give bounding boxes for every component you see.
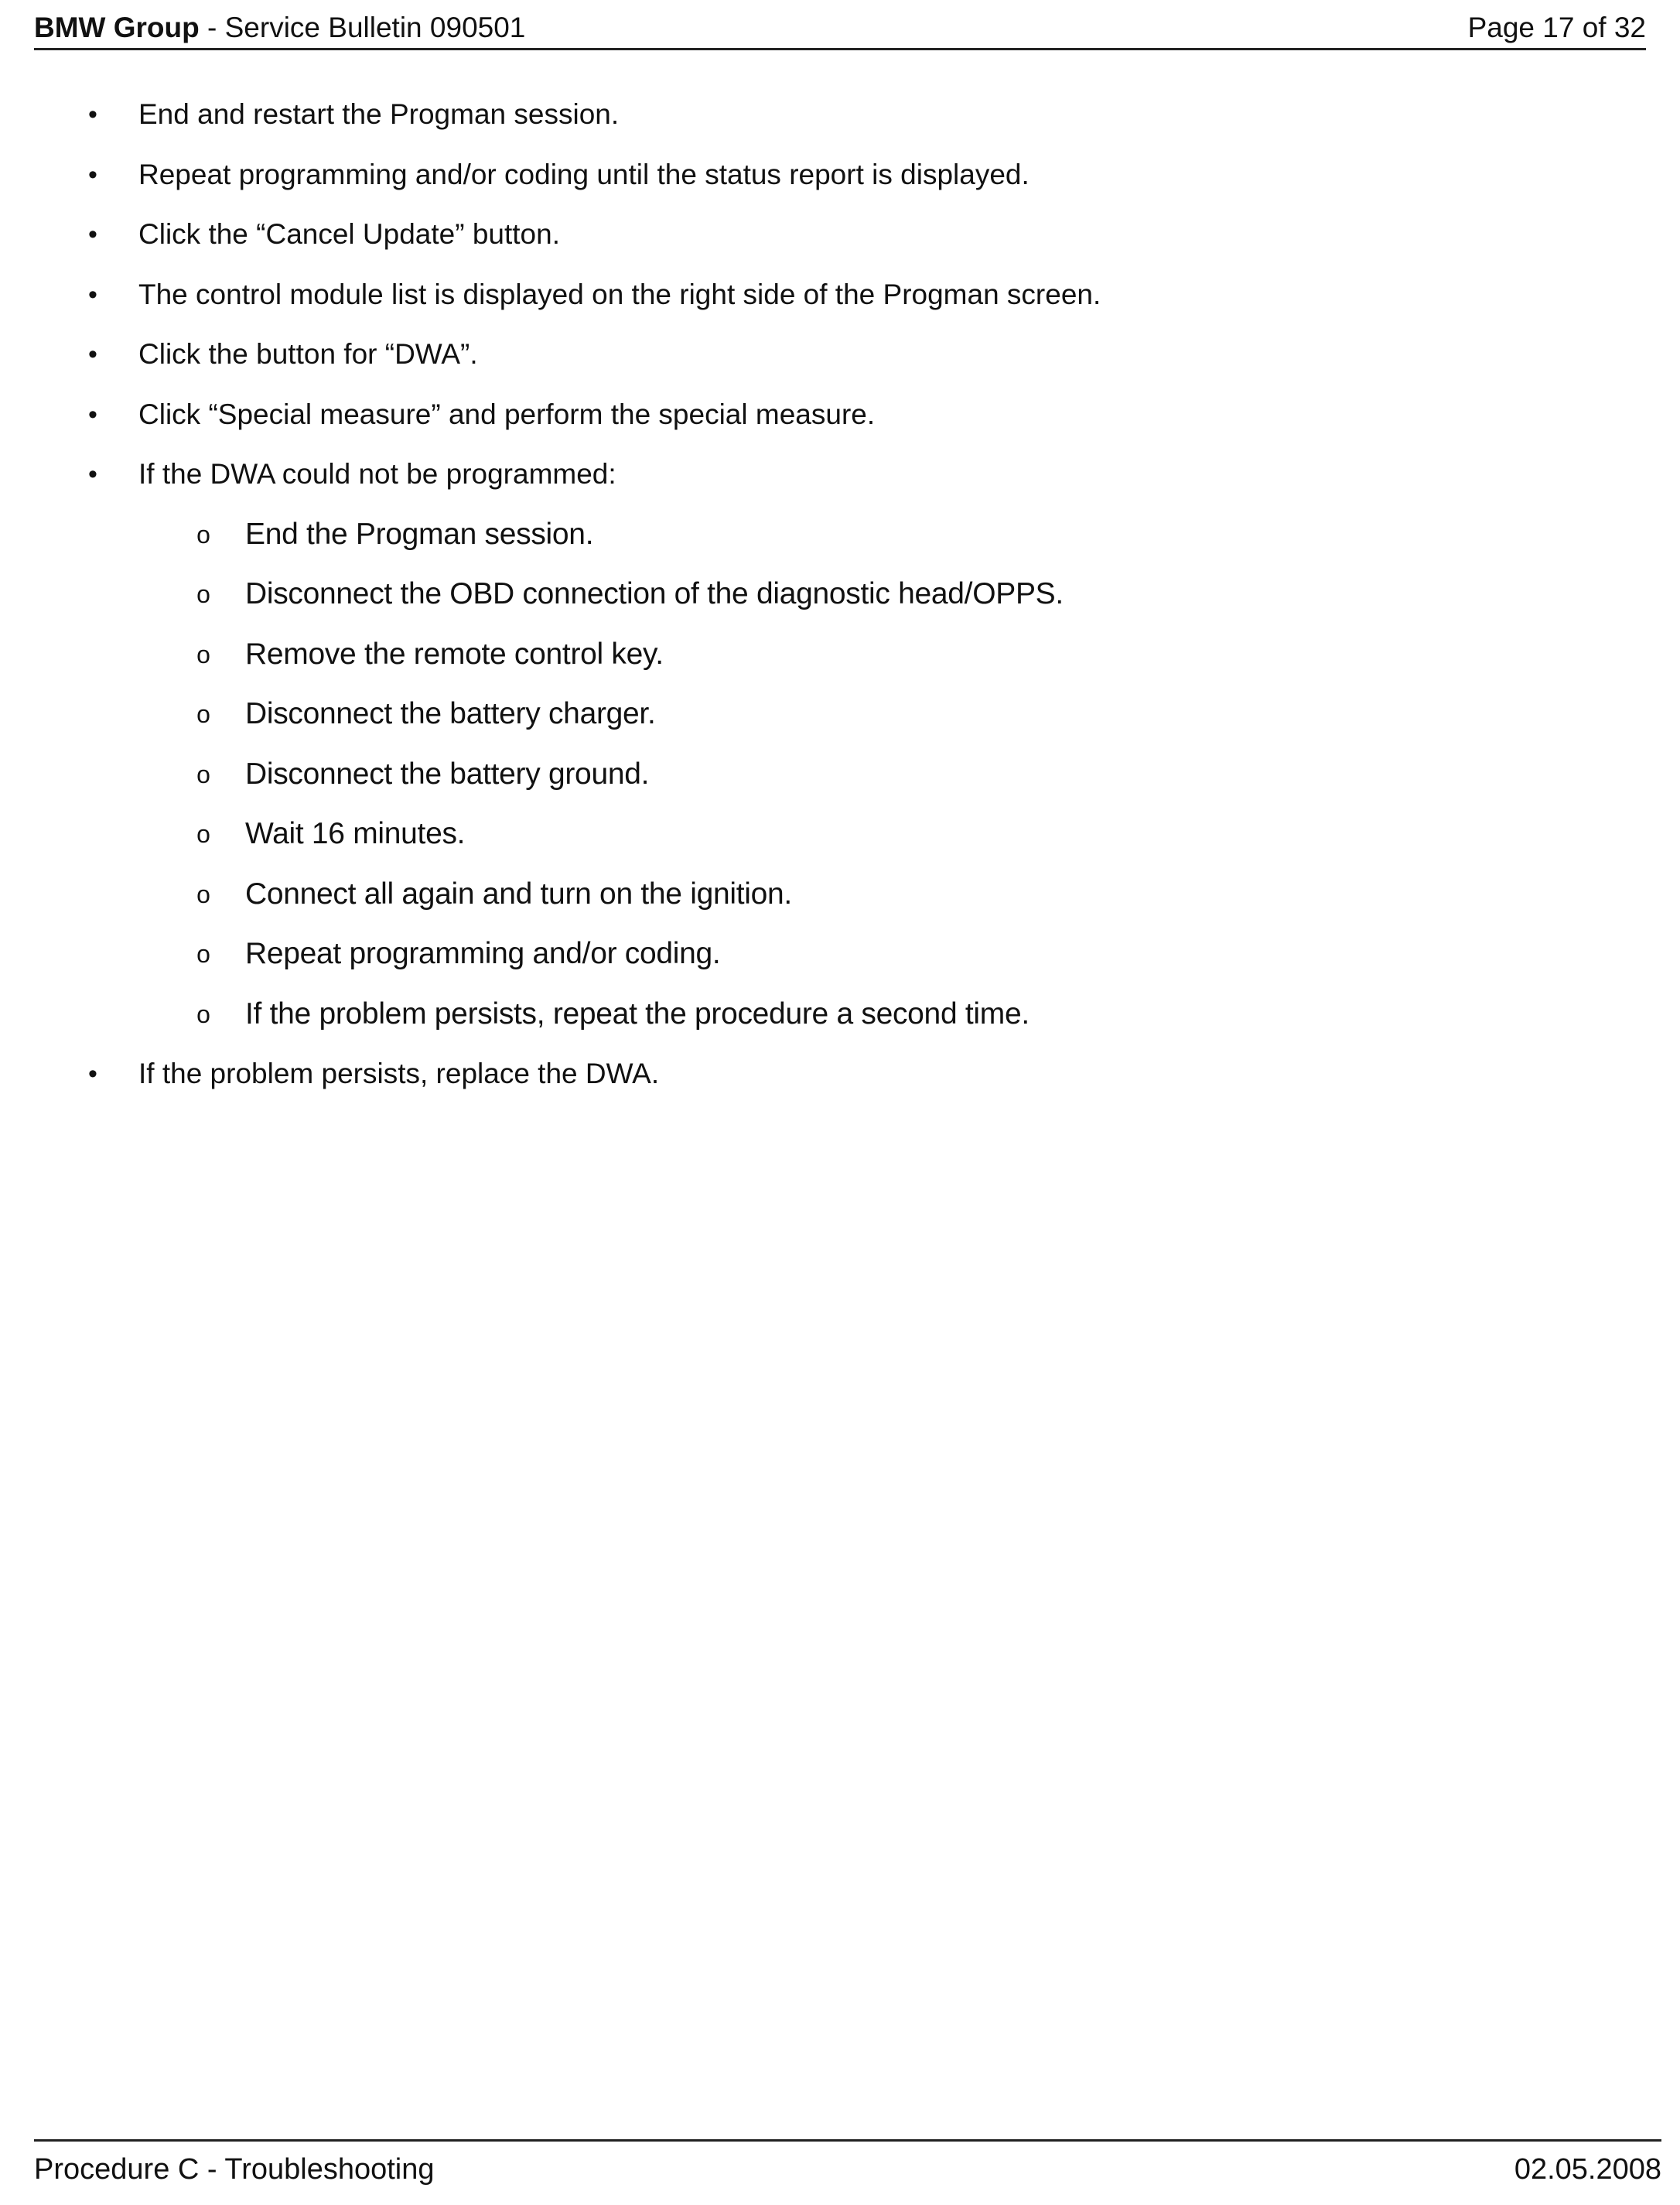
sub-list-item-text: Remove the remote control key. [245, 637, 664, 671]
list-item [0, 391, 1680, 452]
bullet-icon: • [88, 100, 97, 129]
list-item-text: End and restart the Progman session. [138, 98, 620, 130]
sub-list-item-text: Disconnect the battery ground. [245, 757, 650, 791]
circle-bullet-icon: o [196, 700, 210, 728]
instruction-list [0, 91, 1680, 1111]
bullet-icon: • [88, 1059, 97, 1089]
list-item-text: If the DWA could not be programmed: [138, 458, 616, 490]
header-brand: BMW Group [34, 12, 200, 43]
sub-list-item [0, 511, 1680, 572]
footer-section: Procedure C - Troubleshooting [34, 2153, 435, 2186]
header-separator: - [199, 12, 225, 43]
list-item [0, 1051, 1680, 1111]
sub-list-item-text: Disconnect the OBD connection of the diagnostic head/OPPS. [245, 577, 1064, 610]
list-item [0, 211, 1680, 272]
list-item-text: Click the “Cancel Update” button. [138, 218, 560, 250]
list-item-text: The control module list is displayed on the right side of the Progman screen. [138, 278, 1101, 310]
sub-list-item [0, 931, 1680, 991]
sub-list-item-text: End the Progman session. [245, 517, 594, 551]
circle-bullet-icon: o [196, 640, 210, 668]
sub-list-item-text: If the problem persists, repeat the procedure a second time. [245, 997, 1030, 1031]
header-title [34, 11, 525, 45]
sub-list-item-text: Wait 16 minutes. [245, 817, 466, 850]
list-item [0, 91, 1680, 152]
sub-list-item [0, 691, 1680, 751]
circle-bullet-icon: o [196, 880, 210, 908]
list-item-text: If the problem persists, replace the DWA. [138, 1058, 660, 1089]
bullet-icon: • [88, 340, 97, 369]
bullet-icon: • [88, 220, 97, 249]
sub-list-item-text: Disconnect the battery charger. [245, 697, 656, 730]
list-item-text: Click “Special measure” and perform the special measure. [138, 398, 876, 430]
list-item [0, 331, 1680, 391]
page-header [34, 8, 1646, 50]
sub-list-item [0, 751, 1680, 812]
list-item-text: Click the button for “DWA”. [138, 338, 478, 370]
circle-bullet-icon: o [196, 1000, 210, 1028]
header-bulletin-title: Service Bulletin 090501 [224, 12, 526, 43]
sub-list-item [0, 871, 1680, 932]
circle-bullet-icon: o [196, 760, 210, 788]
page-number: Page 17 of 32 [1467, 12, 1646, 43]
list-item [0, 152, 1680, 212]
sub-list-item [0, 571, 1680, 631]
list-item [0, 272, 1680, 332]
bullet-icon: • [88, 279, 97, 309]
page-footer [34, 2139, 1661, 2188]
footer-date: 02.05.2008 [1514, 2153, 1661, 2186]
circle-bullet-icon: o [196, 820, 210, 848]
list-item-text: Repeat programming and/or coding until the status report is displayed. [138, 158, 1030, 190]
bullet-icon: • [88, 159, 97, 190]
sub-list-item [0, 631, 1680, 692]
list-item [0, 451, 1680, 511]
sub-list-item [0, 811, 1680, 871]
circle-bullet-icon: o [196, 580, 210, 608]
circle-bullet-icon: o [196, 520, 210, 549]
sub-list-item-text: Connect all again and turn on the ignition. [245, 877, 792, 911]
sub-list-item-text: Repeat programming and/or coding. [245, 937, 721, 970]
bullet-icon: • [88, 460, 97, 489]
bullet-icon: • [88, 399, 97, 429]
sub-list-item [0, 991, 1680, 1051]
circle-bullet-icon: o [196, 940, 210, 968]
